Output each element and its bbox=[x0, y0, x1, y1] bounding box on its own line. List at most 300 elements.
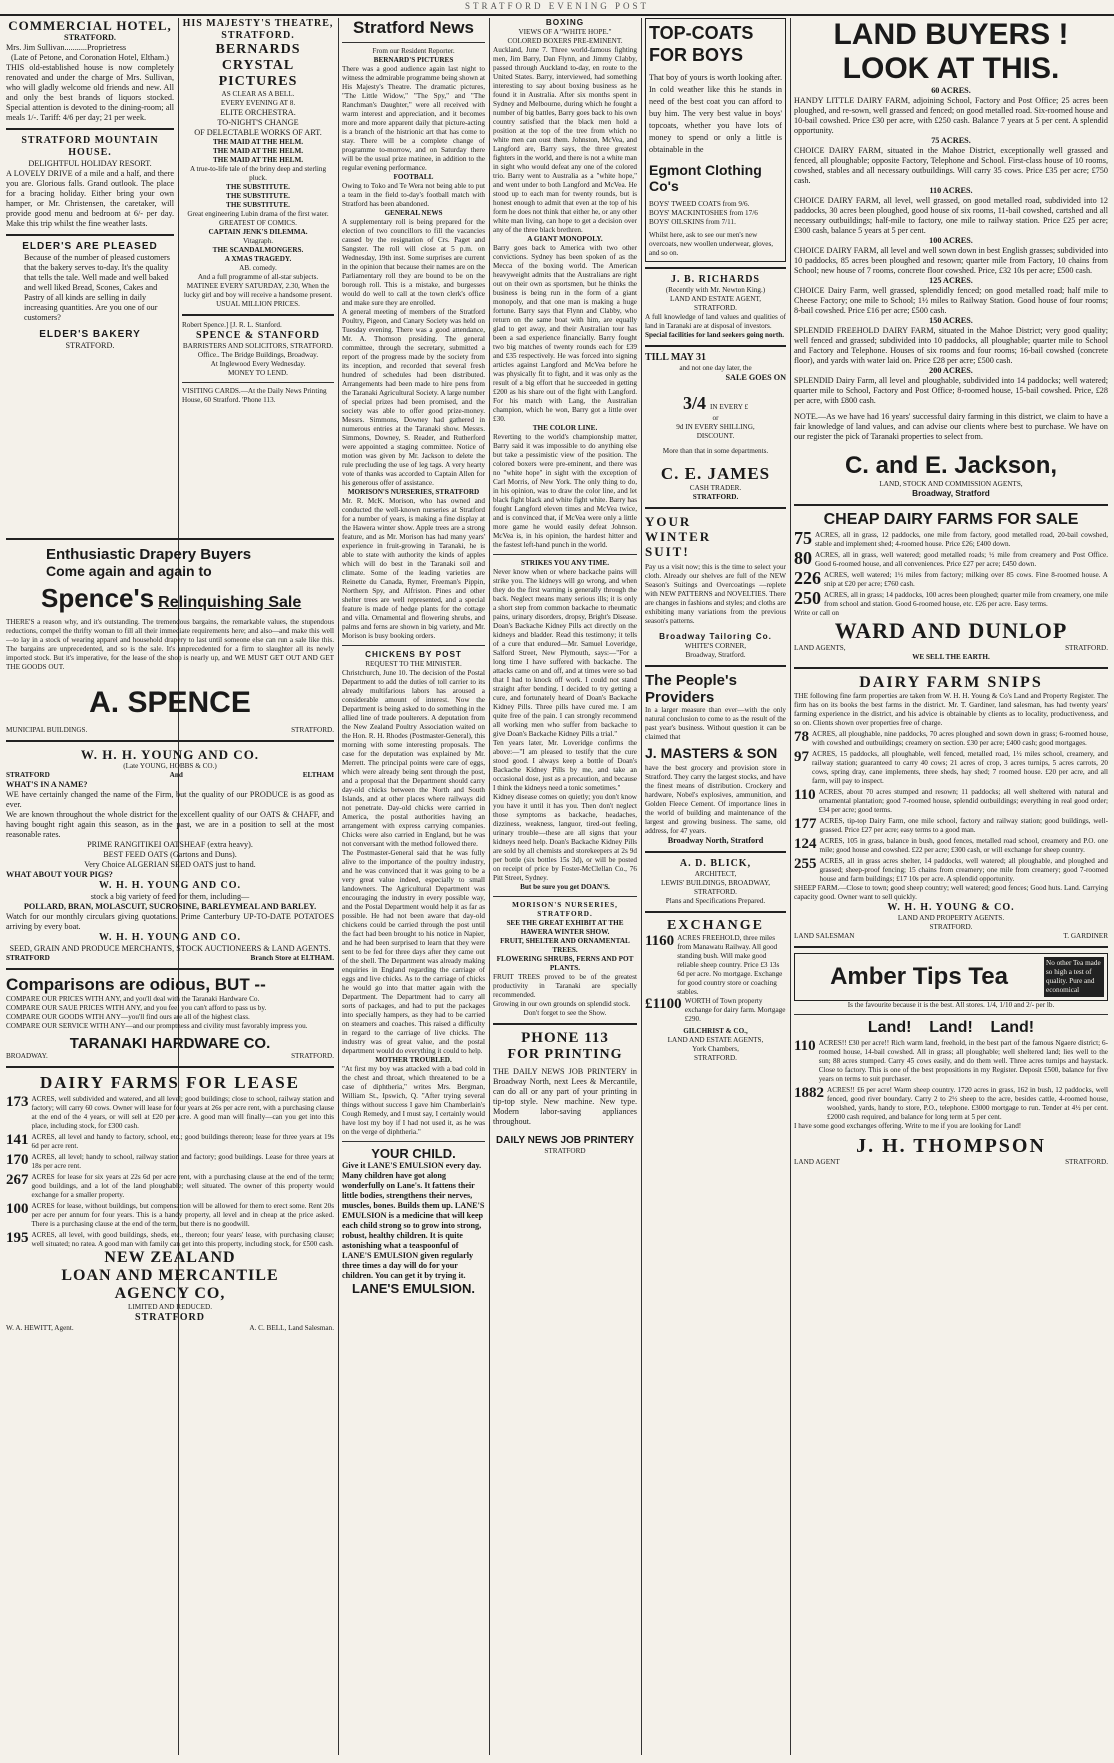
news-title: Stratford News bbox=[353, 18, 474, 37]
blick-town: STRATFORD. bbox=[694, 888, 737, 896]
hardware-title: Comparisons are odious, BUT -- bbox=[6, 975, 266, 994]
land-buyers-title: LOOK AT THIS. bbox=[842, 52, 1060, 85]
item-text: ACRES, all level and handy to factory, school, etc.; good buildings thereon; lease for three years at 19s 6d per acre rent. bbox=[31, 1133, 334, 1150]
thompson-town: STRATFORD. bbox=[1065, 1158, 1108, 1166]
mountain-body: A LOVELY DRIVE of a mile and a half, and there you are. Glorious falls. Grand outlook. The place for a bracing holiday. Either bring your own hamper, or Mr. Christensen, the caretaker, will provide good menu and bedroom at 6/- per day. Make this trip whilst the fine weather lasts. bbox=[6, 169, 174, 228]
snip-list bbox=[794, 730, 1108, 884]
coats-body: That boy of yours is worth looking after. In cold weather like this he stands in need of the best coat you can afford to buy him. The very best value in boys' topcoats, whether you have lots of money to spend or only a little is obtainable in the bbox=[649, 73, 782, 154]
hotel-title: COMMERCIAL HOTEL, bbox=[8, 18, 172, 33]
list-item bbox=[794, 750, 1108, 786]
amber-side: No other Tea made so high a test of quality. Pure and economical bbox=[1044, 957, 1104, 997]
doans-para: Kidney disease comes on quietly; you don't know you have it until it has you. Then don't neglect those symptoms as backache, headaches, dizziness, weakness, languor, tired-out feeling, urinary trouble—these are all signs that your kidneys need help. Doan's Backache Kidney Pills are sold by all chemists and storekeepers at 2s 9d per bottle (six bottles 15s 3d), or will be posted on receipt of price by Foster-McClellan Co., 76 Pitt Street, Sydney. bbox=[493, 793, 637, 882]
morison-title: MORISON'S NURSERIES, STRATFORD. bbox=[512, 901, 618, 918]
blick-name: A. D. BLICK, bbox=[679, 858, 752, 869]
young-item: BEST FEED OATS (Gartons and Duns). bbox=[103, 850, 237, 859]
hardware-line: COMPARE OUR GOODS WITH ANY—you'll find ours are all of the highest class. bbox=[6, 1013, 250, 1021]
masthead: STRATFORD EVENING POST bbox=[0, 0, 1114, 16]
child-body: Give it LANE'S EMULSION every day. Many children have got along wonderfully on Lane's. It fattens their little bodies, strengthens their nerves, muscles, bones. Builds them up. LANE'S EMULSION is a medicine that will keep each child strong so to grow into strong, robust, healthy children. It is quite astonishing what a teaspoonful of LANE'S EMULSION given regularly three times a day will do for your children. You can get it by trying it. bbox=[342, 1161, 485, 1280]
item-text: ACRES, 15 paddocks, all ploughable, well fenced, metalled road, 1½ miles school, creamery, and railway station; guaranteed to carry 40 cows; 21 acres of crop, 3 acres turnips, 5 acres carrots, 20 cows, spring dray, cane implements, three sheds, hay shed; 7 roomed house. £20 per acre, and all farm, will pay to inspect. bbox=[812, 750, 1108, 785]
list-item bbox=[794, 837, 1108, 855]
item-number: 110 bbox=[794, 1038, 816, 1054]
drapery-line2: Come again and again to bbox=[46, 563, 212, 579]
doans-para: Never know when or where backache pains will strike you. The kidneys will go wrong, and when they do the first warning is generally through the back. Neglect means many serious ills; it is only a short step from common backache to rheumatic pains, urinary disorders, dropsy, Bright's Disease. Doan's Backache Kidney Pills act directly on the kidneys and bladder. Read this testimony; it tells of a cure that endured—Mr. Samuel Loveridge, Salford Street, New Plymouth, says:—"For a long time I have suffered with backache. The attacks came on and off, and at times were so bad that I had to knock off work. I could not stand straight after bending. I decided to try getting a cure, and fortunately heard of Doan's Backache Kidney Pills. Three pills have cured me. I am quite free of the pain. I can strongly recommend all working men who suffer from backache to give Doan's Backache Kidney Pills a trial." bbox=[493, 568, 637, 738]
item-text: ACRES, all in grass; 14 paddocks, 100 acres been ploughed; quarter mile from creamery, one mile from school and station. Good 6-roomed house, etc. £26 per acre. Easy terms. bbox=[824, 591, 1108, 608]
item-number: 100 bbox=[6, 1201, 29, 1217]
dairy-lease-list bbox=[6, 1095, 334, 1249]
gil-ch: York Chambers, bbox=[692, 1045, 739, 1053]
richards-body: A full knowledge of land values and qualities of land in Taranaki are at disposal of investors. bbox=[645, 313, 786, 330]
drapery-body: THERE'S a reason why, and it's outstanding. The tremendous bargains, the remarkable values, the stupendous reductions, compel the thrifty woman to fill all their immediate requirements here; and also—and make this well—to lay in a stock of wearing apparel and household drapery to last until someone else can run a sale like this. The bargains are unprecedented, and so is the sale. It's unprecedented for a firm to slaughter all its newly imported stock. But it's imperative, for the lease of the shop is nearly up, and WE MUST GET OUT AND GET THE GOODS OUT. bbox=[6, 618, 334, 671]
theatre-matinee: MATINEE EVERY SATURDAY, 2.30, When the lucky girl and boy will receive a handsome present. bbox=[183, 282, 333, 299]
item-number: 80 bbox=[794, 548, 812, 568]
item-text: ACRES, well subdivided and watered, and all level; good buildings; close to school, railway station and factory; will carry 60 cows. Owner will lease for four years at 26s per acre rent, with a purchasing clause at the end of the 4 years, or will sell at £20 per acre. A good man will finally—can you get into this place, including stock, for £300 cash. bbox=[31, 1095, 334, 1130]
cheap-write: Write or call on bbox=[794, 609, 840, 617]
boxing-title: BOXING bbox=[545, 18, 585, 27]
snips-title: DAIRY FARM SNIPS bbox=[859, 674, 1043, 691]
list-item bbox=[794, 548, 1108, 569]
farm-note: NOTE.—As we have had 16 years' successful dairy farming in this district, we claim to have a fair knowledge of land values, and can advise our clients where best to purchase. We have on our register the pick of Taranaki properties to select from. bbox=[794, 412, 1108, 441]
theatre-full: And a full programme of all-star subjects. bbox=[197, 273, 319, 281]
hardware-line: COMPARE OUR PRICES WITH ANY, and you'll deal with the Taranaki Hardware Co. bbox=[6, 995, 260, 1003]
lease-agent: A. C. BELL, Land Salesman. bbox=[249, 1324, 334, 1332]
young-title: W. H. H. YOUNG AND CO. bbox=[98, 932, 242, 943]
discount-every: IN EVERY £ bbox=[709, 403, 749, 411]
till-title: TILL MAY 31 bbox=[645, 352, 706, 363]
divider bbox=[794, 667, 1108, 669]
snips-sales: LAND SALESMAN bbox=[794, 932, 855, 940]
hotel-place: STRATFORD. bbox=[64, 33, 116, 42]
item-text: ACRES!! £30 per acre!! Rich warm land, freehold, in the best part of the famous Ngaere district; 6-roomed house, 14-bail cowshed. All in grass; all ploughable; well sheltered land; lies well to the sun; 88 acres stumped. Carry 45 cows easily, and do them well. Three acres turnips and haystack. Close to factory. This is one of the best propositions in my Register. Deposit £500, balance for five years on terms to suit purchaser. bbox=[818, 1039, 1108, 1083]
list-item bbox=[794, 857, 1108, 884]
young-title: W. H. H. YOUNG AND CO. bbox=[98, 880, 242, 891]
list-item bbox=[794, 788, 1108, 815]
boxing-heading: A GIANT MONOPOLY. bbox=[527, 235, 603, 243]
item-number: 177 bbox=[794, 816, 817, 832]
morison-line: Growing in our own grounds on splendid stock. bbox=[493, 1000, 631, 1008]
thompson-name: J. H. THOMPSON bbox=[856, 1135, 1046, 1157]
hardware-line: COMPARE OUR SERVICE WITH ANY—and our promptness and civility must favorably impress you. bbox=[6, 1022, 308, 1030]
farm-text: CHOICE DAIRY FARM, situated in the Mahoe District, exceptionally well grassed and fenced, all ploughable; opposite Factory, Telephone and School. First-class house of 10 rooms, cowshed, stables and all necessary outbuildings. Will carry 35 cows. Price £35 per acre; £750 cash. bbox=[794, 146, 1108, 185]
boxing-para: Barry goes back to America with two other convictions. Sydney has been spoken of as the Mecca of the boxing world. The American heavyweight admits that the Australians are right out on their own as sportsmen, but he thinks the business is being run in the form of a giant monopoly, and that one man is making a huge fortune. Barry says that Flynn and Clabby, who return on the same boat with him, are equally glad to get away, and their Australian tour has been a sad experience financially. Barry fought two big matches of twenty rounds each for £39 and £35 respectively. He was forced into signing articles against Langford and McVea before he was physically fit to fight, and it was only as the result of a big effort that he succeeded in getting £200 as his share out of the fight with Langford. For his match with Lang, the Australian champion, which he won, Barry got a little over £30. bbox=[493, 244, 637, 423]
exchange-num: 1160 bbox=[645, 933, 675, 949]
column-rule bbox=[641, 18, 642, 1755]
divider bbox=[182, 382, 334, 383]
news-heading: MORISON'S NURSERIES, STRATFORD bbox=[347, 488, 480, 496]
theatre-xmas: A XMAS TRAGEDY. bbox=[224, 255, 292, 263]
blick-bldg: LEWIS' BUILDINGS, BROADWAY, bbox=[660, 879, 771, 887]
item-number: 173 bbox=[6, 1094, 29, 1110]
farm-text: SPLENDID Dairy Farm, all level and ploughable, subdivided into 14 paddocks; well watered; quarter mile to School, Factory and Post Office; 8-roomed house, 15-bail cowshed. Price, £28 per acre, with £800 cash. bbox=[794, 376, 1108, 405]
egmont-name: Egmont Clothing Co's bbox=[649, 162, 762, 194]
item-text: ACRES, all in grass, 12 paddocks, one mile from factory, good metalled road, 20-bail cowshed, stable and implement shed; 4-roomed house. Price £26; £400 down. bbox=[815, 531, 1108, 548]
divider bbox=[342, 1141, 485, 1142]
ward-slogan: WE SELL THE EARTH. bbox=[912, 653, 990, 661]
discount-or: or bbox=[712, 414, 719, 422]
drapery-sale: Relinquishing Sale bbox=[158, 594, 302, 611]
james-name: C. E. JAMES bbox=[660, 464, 771, 483]
news-heading: BERNARD'S PICTURES bbox=[373, 56, 454, 64]
exchange-item bbox=[645, 997, 786, 1024]
news-para: The Postmaster-General said that he was fully alive to the importance of the poultry industry, and he was convinced that it was going to be a very great value indeed, especially to small landowners. The Agricultural Department was encouraging the industry in every possible way, and the Postal Department would help it as far as possible. He had not been aware that day-old chickens could be carried through the post until the fact had been brought to his notice in Napier, and he had been surprised to learn that they were sent to be fed for three days after they came out of the shell. The Department was already making enquiries in England regarding the carriage of eggs and live chicks. As to the carriage of chicks he would go into that matter again with the Department. The Department had to carry all sorts of packages, and had to put the packages into specially hampers, as they had to be carried on steamers and coaches. This raised a difficulty in regard to the carriage of live chicks. The industry was of great value, and the postal department would do everything it could to help. bbox=[342, 849, 485, 1055]
theatre-bernards: BERNARDS bbox=[215, 42, 301, 57]
law-money: MONEY TO LEND. bbox=[228, 369, 288, 377]
coats-title: TOP-COATS bbox=[649, 23, 754, 43]
divider bbox=[645, 345, 786, 347]
theatre-maid: THE MAID AT THE HELM. bbox=[212, 156, 304, 164]
divider bbox=[794, 504, 1108, 506]
divider bbox=[182, 314, 334, 316]
gil-name: GILCHRIST & CO., bbox=[683, 1027, 748, 1035]
gil-role: LAND AND ESTATE AGENTS, bbox=[667, 1036, 764, 1044]
young-foot: STRATFORD bbox=[6, 954, 50, 962]
farm-text: CHOICE DAIRY FARM, all level, well grassed, on good metalled road, subdivided into 12 paddocks, 30 acres been ploughed, good house of six rooms, 11-bail cowshed, cartshed and all necessary outbuildings; half-mile to factory, one mile to railway station. Price £25 per acre; £300 cash, balance 5 years at 5 per cent. bbox=[794, 196, 1108, 235]
divider bbox=[645, 665, 786, 667]
winter-body: Pay us a visit now; this is the time to select your cloth. Already our shelves are full of the NEW Season's Suitings and Overcoatings —replete with NEW PATTERNS and NOVELTIES. There are changes in fashions and styles; and cloths are exhibiting many variations from the previous season's patterns. bbox=[645, 563, 786, 625]
drapery-ad bbox=[6, 538, 334, 735]
tailor-corner: WHITE'S CORNER, bbox=[684, 642, 747, 650]
phone-sub: FOR PRINTING bbox=[507, 1047, 623, 1062]
item-number: 124 bbox=[794, 836, 817, 852]
young-seed: SEED, GRAIN AND PRODUCE MERCHANTS, STOCK AUCTIONEERS & LAND AGENTS. bbox=[9, 944, 331, 953]
doans-para: But be sure you get DOAN'S. bbox=[520, 883, 610, 891]
divider bbox=[342, 645, 485, 646]
morison-line: FLOWERING SHRUBS, FERNS AND POT PLANTS. bbox=[496, 955, 634, 972]
exchange-title: EXCHANGE bbox=[667, 918, 764, 933]
farm-heading: 150 ACRES. bbox=[929, 316, 973, 325]
land-foot: I have some good exchanges offering. Write to me if you are looking for Land! bbox=[794, 1122, 1022, 1130]
mountain-sub: DELIGHTFUL HOLIDAY RESORT. bbox=[28, 159, 152, 168]
thompson-role: LAND AGENT bbox=[794, 1158, 840, 1166]
drapery-left: MUNICIPAL BUILDINGS. bbox=[6, 726, 88, 734]
cheap-title: CHEAP DAIRY FARMS FOR SALE bbox=[823, 511, 1079, 528]
ward-role: LAND AGENTS, bbox=[794, 644, 846, 652]
james-town: STRATFORD. bbox=[692, 493, 739, 501]
theatre-tonight: TO-NIGHT'S CHANGE bbox=[217, 118, 299, 127]
providers-title: The People's Providers bbox=[645, 672, 737, 706]
young-place: ELTHAM bbox=[302, 771, 334, 779]
land-buyers-title: LAND BUYERS ! bbox=[833, 18, 1069, 51]
providers-body: In a larger measure than ever—with the only natural conclusion to come to as the result of the past year's business. Without question it can be claimed that bbox=[645, 706, 786, 741]
item-number: 97 bbox=[794, 749, 809, 765]
jackson-role: LAND, STOCK AND COMMISSION AGENTS, bbox=[879, 480, 1023, 488]
drapery-right: STRATFORD. bbox=[291, 726, 334, 734]
list-item bbox=[6, 1133, 334, 1151]
news-heading: MOTHER TROUBLED. bbox=[375, 1056, 452, 1064]
farm-heading: 110 ACRES. bbox=[929, 186, 973, 195]
theatre-tale: A true-to-life tale of the briny deep and sterling pluck. bbox=[189, 165, 327, 182]
item-number: 170 bbox=[6, 1152, 29, 1168]
boxing-para: Auckland, June 7. Three world-famous fighting men, Jim Barry, Dan Flynn, and Jimmy Clabby, passed through Auckland to-day, en route to the United States. Barry, interviewed, had something interesting to say about boxing business as he found it in Australia. After six months spent in Sydney and Melbourne, during which he fought a number of big battles, Barry goes back to his own country satisfied that the black men hold a position at the top of the tree from which no white men can oust them. Johnston, McVea, and Langford are, Barry says, the three greatest fighters in the world, and there is not a white man in sight who would defeat any one of the colored trio. Barry went to Australia as a "white hope," and went under to both Langford and McVea. He stood up to each man for twenty rounds, but is honest enough to admit that even at the top of his form he does not think that either he, or any other white man living, can hope to get a decision over any of the three black brethren. bbox=[493, 46, 637, 234]
richards-role: LAND AND ESTATE AGENT, bbox=[669, 295, 762, 303]
theatre-elite: ELITE ORCHESTRA. bbox=[220, 108, 296, 117]
hotel-proprietor: Mrs. Jim Sullivan...........Proprietress bbox=[6, 43, 127, 52]
law-names: Robert Spence.] [J. R. L. Stanford. bbox=[182, 321, 282, 329]
theatre-every: EVERY EVENING AT 8. bbox=[220, 99, 296, 107]
winter-title: YOUR bbox=[645, 514, 692, 529]
young-item: PRIME RANGITIKEI OATSHEAF (extra heavy). bbox=[87, 840, 253, 849]
discount-more: More than that in some departments. bbox=[662, 447, 769, 455]
phone-title: PHONE 113 bbox=[521, 1030, 609, 1046]
theatre-clear: AS CLEAR AS A BELL. bbox=[221, 90, 295, 98]
young-pigs: WHAT ABOUT YOUR PIGS? bbox=[6, 870, 113, 879]
snips-sheep: SHEEP FARM.—Close to town; good sheep country; well watered; good fences; Good huts. Land. Carrying capacity good. Owner want to sell quickly. bbox=[794, 884, 1108, 901]
bakery-title: ELDER'S ARE PLEASED bbox=[22, 241, 158, 252]
drapery-line1: Enthusiastic Drapery Buyers bbox=[46, 546, 252, 563]
child-name: LANE'S EMULSION. bbox=[352, 1281, 475, 1296]
column-3 bbox=[493, 18, 637, 1755]
blick-role: ARCHITECT, bbox=[694, 870, 737, 878]
news-heading: FOOTBALL bbox=[393, 173, 434, 181]
young-body: We are known throughout the whole district for the excellent quality of our OATS & CHAFF, and having bought right again this season, as in the past, we are in a position to sell at the most reasonable rates. bbox=[6, 810, 334, 839]
coats-item: BOYS' MACKINTOSHES from 17/6 bbox=[649, 209, 758, 217]
lease-ltd: LIMITED AND REDUCED. bbox=[127, 1303, 213, 1311]
jackson-town: Broadway, Stratford bbox=[912, 489, 990, 498]
list-item bbox=[6, 1202, 334, 1229]
gil-town: STRATFORD. bbox=[694, 1054, 737, 1062]
phone-name: DAILY NEWS JOB PRINTERY bbox=[496, 1135, 634, 1146]
theatre-comedy: GREATEST OF COMICS. bbox=[219, 219, 297, 227]
column-rule bbox=[489, 18, 490, 1755]
divider bbox=[794, 1014, 1108, 1015]
item-text: ACRES, all level; handy to school, railway station and factory; good buildings. Lease for three years at 18s per acre rent. bbox=[31, 1153, 334, 1170]
discount-shilling: 9d IN EVERY SHILLING, bbox=[676, 423, 755, 431]
providers-broadway: Broadway North, Stratford bbox=[667, 836, 764, 845]
richards-late: (Recently with Mr. Newton King.) bbox=[665, 286, 766, 294]
till-sub: and not one day later, the bbox=[679, 364, 752, 372]
young-title: W. H. H. YOUNG AND CO. bbox=[80, 747, 260, 762]
young-body: WE have certainly changed the name of the Firm, but the quality of our PRODUCE is as good as ever. bbox=[6, 790, 334, 809]
item-text: ACRES, 105 in grass, balance in bush, good fences, metalled road school, creamery and P.O. one mile; good house and cowshed. £22 per acre; £300 cash, or will exchange for sheep country. bbox=[819, 837, 1108, 854]
news-para: "At first my boy was attacked with a bad cold in the chest and throat, which threatened to be a case of diphtheria," writes Mrs. Bergman, William St., Ipswich, Q. "After trying several things without success I gave him Chamberlain's Cough Remedy, and I must say, I certainly would have lost my boy if I had not used it, as he was on the verge of diphtheria." bbox=[342, 1065, 485, 1136]
coats-whilst: Whilst here, ask to see our men's new overcoats, new woollen underwear, gloves, and so on. bbox=[649, 231, 774, 257]
dairy-lease-ad bbox=[6, 1073, 334, 1333]
item-text: ACRES, all in grass, well watered; good metalled roads; ½ mile from creamery and Post Office. Good 6-roomed house, and all conveniences. Price £27 per acre; £450 down. bbox=[815, 551, 1108, 568]
item-number: 141 bbox=[6, 1132, 29, 1148]
child-title: YOUR CHILD. bbox=[371, 1146, 456, 1161]
tailor-name: Broadway Tailoring Co. bbox=[659, 632, 772, 641]
column-4 bbox=[645, 18, 786, 1755]
snips-young-role: LAND AND PROPERTY AGENTS. bbox=[897, 914, 1005, 922]
item-text: ACRES, all in grass acres shelter, 14 paddocks, well watered; all ploughable, and ploughed and grassed; sheep-proof fencing; 15 chains from creamery; one mile from creamery; good 7-roomed house and farm buildings; £17 10s per acre. A splendid opportunity. bbox=[819, 857, 1108, 883]
winter-title: WINTER bbox=[645, 529, 712, 544]
phone-body: THE DAILY NEWS JOB PRINTERY in Broadway North, next Lees & Mercantile, can do all or any part of your printing in tip-top style. New machine. New type. Modern labor-saving appliances throughout. bbox=[493, 1067, 637, 1126]
theatre-substitute: THE SUBSTITUTE. bbox=[226, 183, 290, 191]
item-text: ACRES for lease for six years at 22s 6d per acre rent, with a purchasing clause at the end of the term; good buildings, and a lot of the land ploughable; well situated. The owner of this property would exchange for a smaller property. bbox=[31, 1173, 334, 1199]
list-item bbox=[6, 1153, 334, 1171]
news-para: A supplementary roll is being prepared for the election of two councillors to fill the vacancies caused by the resignation of Crs. Paget and Sangster. The roll will close at 5 p.m. on Wednesday, 19th inst. Some surprises are current in the opinion that because their names are on the Parliamentary roll they are bound to be on the borough roll. This is a mistake, and burgesses would do well to call at the town clerk's office and make sure they are enrolled. bbox=[342, 218, 485, 307]
divider bbox=[342, 42, 485, 43]
farm-heading: 200 ACRES. bbox=[929, 366, 973, 375]
divider bbox=[6, 968, 334, 970]
dairy-lease-title: DAIRY FARMS FOR LEASE bbox=[39, 1073, 301, 1092]
list-item bbox=[794, 1039, 1108, 1084]
doans-para: Ten years later, Mr. Loveridge confirms the above:—"I am pleased to testify that the cure stood good. I always keep a bottle of Doan's Backache Kidney Pills by me, and take an occasional dose, just as a precaution, and because I think the kidneys need a tonic sometimes." bbox=[493, 739, 637, 792]
theatre-vita: Vitagraph. bbox=[242, 237, 274, 245]
james-cash: CASH TRADER. bbox=[689, 484, 742, 492]
list-item bbox=[794, 588, 1108, 609]
item-number: 110 bbox=[794, 787, 816, 803]
visiting-cards: VISITING CARDS.—At the Daily News Printing House, 60 Stratford. 'Phone 113. bbox=[182, 387, 327, 404]
blick-plans: Plans and Specifications Prepared. bbox=[665, 897, 766, 905]
news-subheading: REQUEST TO THE MINISTER. bbox=[365, 660, 462, 668]
theatre-captain: CAPTAIN JENK'S DILEMMA. bbox=[208, 228, 308, 236]
drapery-name: A. SPENCE bbox=[89, 686, 251, 719]
divider bbox=[645, 911, 786, 913]
phone-town: STRATFORD bbox=[544, 1147, 586, 1155]
column-1-lower bbox=[6, 538, 334, 1755]
divider bbox=[493, 554, 637, 555]
farm-text: CHOICE Dairy Farm, well grassed, splendidly fenced; on good metalled road; half mile to Cheese Factory; one mile to School; 1½ miles to Railway Station. Good house of four rooms; 8-bail cowshed. Price £16 per acre; £500 cash. bbox=[794, 286, 1108, 315]
boxing-para: Reverting to the world's championship matter, Barry said it was impossible to do anything else but take a pessimistic view of the position. The colored boxers were pre-eminent, and there was no "white hope" in sight with the exception of Carl Morris, of New York. The only thing to do, in his opinion, was to draw the color line, and let black fight black and white fight white. Barry has fought Langford eleven times and McVea twice, and is convinced that, if McVea were only a little more game he would easily defeat Johnson. McVea is, in his opinion, the hardest hitter and the fastest left-hand punch in the world. bbox=[493, 433, 637, 549]
news-heading: GENERAL NEWS bbox=[384, 209, 443, 217]
richards-foot: Special facilities for land seekers going north. bbox=[645, 331, 785, 339]
young-place: STRATFORD bbox=[6, 771, 50, 779]
list-item bbox=[794, 1086, 1108, 1122]
boxing-sub: COLORED BOXERS PRE-EMINENT. bbox=[507, 37, 623, 45]
theatre-maid: THE MAID AT THE HELM. bbox=[212, 138, 304, 146]
amber-ad bbox=[794, 953, 1108, 1001]
farm-list bbox=[794, 86, 1108, 406]
column-1a bbox=[6, 18, 174, 533]
young-watch: Watch for our monthly circulars giving quotations. Prime Canterbury UP-TO-DATE POTATOES arriving by every boat. bbox=[6, 912, 334, 931]
lease-co: NEW ZEALAND bbox=[104, 1249, 236, 1266]
farm-text: CHOICE DAIRY FARM, all level and well sown down in best English grasses; subdivided into 10 paddocks, 85 acres been ploughed and resown; quarter mile from Factory, 10 chains from School; new house of 7 rooms, concrete floor cowshed. Price, £32 10s per acre; £500 cash. bbox=[794, 246, 1108, 275]
discount-fraction: 3/4 bbox=[682, 393, 706, 413]
divider bbox=[6, 128, 174, 130]
item-text: ACRES, all level, with good buildings, sheds, etc., thereon; four years' lease, with purchasing clause; well situated; no ratea. A good man with family can get into this property, including stock, for £500 cash. bbox=[31, 1231, 334, 1248]
divider bbox=[645, 507, 786, 509]
farm-heading: 125 ACRES. bbox=[929, 276, 973, 285]
divider bbox=[645, 851, 786, 853]
item-text: ACRES!! £6 per acre! Warm sheep country. 1720 acres in grass, 162 in bush, 12 paddocks, well fenced, good river boundary. Carry 2 to 2½ sheep to the acre, besides cattle, 4-roomed house, woolshed, yards, handy to store, P.O., telephone. £3000 mortgage to run. Tender at 4½ per cent. £2000 cash required, and balance for long term at 5 per cent. bbox=[827, 1086, 1108, 1121]
bakery-body: Because of the number of pleased customers that the bakery serves to-day. It's the quality that tells the tale. Well made and well baked and well liked Bread, Scones, Cakes and Pastry of all kinds are selling in daily increasing quantities. Are you one of our customers? bbox=[24, 253, 170, 322]
item-text: ACRES, tip-top Dairy Farm, one mile school, factory and railway station; good buildings, well-grassed. Price £27 per acre; easy terms to a good man. bbox=[819, 817, 1108, 834]
farm-text: HANDY LITTLE DAIRY FARM, adjoining School, Factory and Post Office; 25 acres been ploughed, and re-sown, well grassed and fenced; on good metalled road. Six-roomed house and 10-bail cowshed. Price £30 per acre, with £250 cash. Balance 7 years at 5 per cent. A splendid opportunity. bbox=[794, 96, 1108, 135]
bakery-place: STRATFORD. bbox=[65, 341, 115, 350]
morison-line: FRUIT TREES proved to be of the greatest productivity in Taranaki are specially recommended. bbox=[493, 973, 637, 999]
hardware-name: TARANAKI HARDWARE CO. bbox=[69, 1035, 271, 1052]
boxing-heading: THE COLOR LINE. bbox=[532, 424, 598, 432]
item-number: 75 bbox=[794, 528, 812, 548]
snips-young: W. H. H. YOUNG & CO. bbox=[887, 902, 1015, 913]
news-heading: CHICKENS BY POST bbox=[365, 650, 462, 659]
column-5 bbox=[794, 18, 1108, 1755]
divider bbox=[645, 267, 786, 269]
exchange-text: ACRES FREEHOLD, three miles from Manawatu Railway. All good standing bush. Will make good reliable sheep country. Price £3 13s 6d per acre. No mortgage. Exchange for good country store or coaching stables. bbox=[677, 934, 783, 996]
divider bbox=[493, 896, 637, 897]
theatre-works: OF DELECTABLE WORKS OF ART. bbox=[194, 128, 322, 137]
theatre-prices: USUAL MILLION PRICES. bbox=[216, 300, 300, 308]
hardware-line: COMPARE OUR SAUE PRICES WITH ANY, and you feel you can't afford to pass us by. bbox=[6, 1004, 267, 1012]
law-office: Office.. The Bridge Buildings, Broadway. bbox=[197, 351, 319, 359]
land-cry: Land! Land! Land! bbox=[867, 1019, 1035, 1036]
theatre-substitute: THE SUBSTITUTE. bbox=[226, 201, 290, 209]
news-para: Christchurch, June 10. The decision of the Postal Department to add the duties of toll carrier to its already multifarious labors has aroused a considerable amount of interest. Now the Department is being asked to do something in the allied line of trade poulterers. A deputation from the New Zealand Poultry Association waited on the Hon. R. H. Rhodes (Postmaster-General), this morning with some interesting proposals. The case for the deputation was explained by Mr. Merrett. The principal points were care of eggs, which were already being sent through the post, and a proposal that the Department should carry day-old chicks between the North and South Islands, and at other places where railways did not penetrate. Day-old chicks were carried in America, the postal authorities having an arrangement with express carrying companies. Chicks were also carried in England, but he was not conversant with the method followed there. bbox=[342, 669, 485, 848]
snips-intro: THE following fine farm properties are taken from W. H. H. Young & Co's Land and Property Register. The firm has on its books the best farms in the district. Mr. T. Gardiner, land salesman, has had twenty years' farming experience in the district, and his advice is obtainable by clients as to locality, productiveness, and so on. Clients shown over properties free of charge. bbox=[794, 692, 1108, 727]
morison-line: FRUIT, SHELTER AND ORNAMENTAL TREES. bbox=[500, 937, 630, 954]
providers-body: have the best grocery and provision store in Stratford. They carry the largest stocks, and have the finest means of distribution. Crockery and hardware, Nobel's explosives, ammunition, and Golden Fleece Cement. Of importance lines in the world of building and maintenance of the largest and growing business. The same, old address, for 47 years. bbox=[645, 764, 786, 835]
till-sale: SALE GOES ON bbox=[725, 373, 786, 382]
young-late: (Late YOUNG, HOBBS & CO.) bbox=[123, 762, 217, 770]
hotel-body: THIS old-established house is now completely renovated and under the charge of Mrs. Sullivan, who will gladly welcome old friends and new. All and only the best brands of liquors stocked. Special attention is devoted to the dining-room; all meals 1/-. Tariff: 4/6 per day; 21 per week. bbox=[6, 63, 174, 122]
list-item bbox=[794, 730, 1108, 748]
item-number: 255 bbox=[794, 856, 817, 872]
item-number: 226 bbox=[794, 568, 821, 588]
mountain-title: STRATFORD MOUNTAIN HOUSE. bbox=[21, 135, 159, 158]
theatre-substitute: THE SUBSTITUTE. bbox=[226, 192, 290, 200]
item-text: ACRES, well watered; 1½ miles from factory; milking over 85 cows. Fine 8-roomed house. A snip at £20 per acre; £760 cash. bbox=[824, 571, 1108, 588]
item-text: ACRES for lease, without buildings, but compensation will be allowed for them to erect some. Rent 20s per acre per annum for four years. This is a handy property, all level and in cheap at the price asked. There is a purchasing clause at the end of the term, but there is no goodwill. bbox=[31, 1202, 334, 1228]
morison-line: Don't forget to see the Show. bbox=[523, 1009, 607, 1017]
news-para: Owing to Toko and Te Wera not being able to put a team in the field to-day's football match with Stratford has been abandoned. bbox=[342, 182, 485, 208]
young-item: Very Choice ALGERIAN SEED OATS just to hand. bbox=[84, 860, 256, 869]
lease-town: STRATFORD bbox=[135, 1312, 205, 1323]
law-firm: SPENCE & STANFORD bbox=[195, 330, 321, 341]
young-feeds: POLLARD, BRAN, MOLASCUIT, SUCROSINE, BARLEYMEAL AND BARLEY. bbox=[23, 902, 317, 911]
lease-co: LOAN AND MERCANTILE bbox=[61, 1267, 279, 1284]
drapery-spence: Spence's bbox=[41, 583, 155, 613]
topcoats-ad bbox=[645, 18, 786, 262]
masters-name: J. MASTERS & SON bbox=[645, 745, 778, 761]
ward-name: WARD AND DUNLOP bbox=[834, 618, 1068, 643]
item-text: ACRES, about 70 acres stumped and resown; 11 paddocks; all well sheltered with natural and ornamental plantation; good 7-roomed house, splendid outbuildings; everything in real good order; £34 per acre; good terms. bbox=[818, 788, 1108, 814]
theatre-title: HIS MAJESTY'S THEATRE, STRATFORD. bbox=[182, 18, 334, 41]
divider bbox=[493, 1023, 637, 1025]
item-number: 195 bbox=[6, 1230, 29, 1246]
amber-foot: Is the favourite because it is the best. All stores. 1/4, 1/10 and 2/- per lb. bbox=[847, 1001, 1055, 1009]
news-para: Mr. R. McK. Morison, who has owned and conducted the well-known nurseries at Stratford for a number of years, is making a fine display at the Hawera winter show. Apple trees are a strong feature, and as Mr. Morison has had many years' experience in fruit-growing in Taranaki, he is able to state with authority the kinds of apples which will do best in the Taranaki soil and climate. Some of the leading varieties are Reinette du Canada, Rymer, Freeman's Pippin, Northern Spy, and Alfriston. Pines and other shelter trees are well represented, and a special feature is made of hedge plants for the cottage and villa. Ornamental and flowering shrubs, and palms and ferns are shown in big variety, and Mr. Morison is busy booking orders. bbox=[342, 497, 485, 640]
ward-town: STRATFORD. bbox=[1065, 644, 1108, 652]
young-question: WHAT'S IN A NAME? bbox=[6, 780, 88, 789]
young-foot: Branch Store at ELTHAM. bbox=[250, 954, 334, 962]
richards-town: STRATFORD. bbox=[694, 304, 737, 312]
news-from: From our Resident Reporter. bbox=[372, 47, 455, 55]
richards-name: J. B. RICHARDS bbox=[670, 274, 760, 285]
lease-co: AGENCY CO, bbox=[114, 1285, 226, 1302]
theatre-crystal: CRYSTAL PICTURES bbox=[218, 58, 298, 89]
list-item bbox=[794, 817, 1108, 835]
divider bbox=[6, 1066, 334, 1068]
farm-heading: 100 ACRES. bbox=[929, 236, 973, 245]
theatre-great: Great engineering Lubin drama of the first water. bbox=[187, 210, 329, 218]
amber-title: Amber Tips Tea bbox=[830, 963, 1008, 990]
column-2 bbox=[342, 18, 485, 1755]
list-item bbox=[6, 1173, 334, 1200]
jackson-name: C. and E. Jackson, bbox=[844, 452, 1058, 479]
item-number: 250 bbox=[794, 588, 821, 608]
hardware-town: STRATFORD. bbox=[291, 1052, 334, 1060]
item-number: 267 bbox=[6, 1172, 29, 1188]
doans-heading: STRIKES YOU ANY TIME. bbox=[521, 559, 609, 567]
exchange-text: WORTH of Town property exchange for dairy farm. Mortgage £290. bbox=[684, 997, 786, 1023]
list-item bbox=[794, 568, 1108, 589]
coats-item: BOYS' OILSKINS from 7/11. bbox=[649, 218, 736, 226]
item-number: 1882 bbox=[794, 1085, 824, 1101]
divider bbox=[6, 740, 334, 742]
hotel-late: (Late of Petone, and Coronation Hotel, Eltham.) bbox=[10, 53, 170, 62]
theatre-scandal: THE SCANDALMONGERS. bbox=[212, 246, 304, 254]
item-number: 78 bbox=[794, 729, 809, 745]
news-para: A general meeting of members of the Stratford Poultry, Pigeon, and Canary Society was held on Tuesday evening. There was a good attendance, Mr. A. Thomson presiding. The general committee, through the secretary, submitted a report of the progress made by the society from its inception, and recorded that several fresh hundred of schedules had been distributed. Arrangements had been made to hire pens from the Taranaki Agricultural Society. A large number of special prizes had been promised, and the society was able to offer good prize-money. Messrs. Simmons, Downey had gathered in numerous entries at the Taranaki show. Messrs. Simmons, Downey, S. Reader, and Rutherford were appointed a staging committee. Notice of motion was given by Mr. Jackson to delete the rule precluding the use of leg tags. A very hearty vote of thanks was accorded to Captain Allen for his generous offer of assistance. bbox=[342, 308, 485, 487]
column-1b bbox=[182, 18, 334, 533]
bakery-name: ELDER'S BAKERY bbox=[39, 329, 141, 340]
young-ad bbox=[6, 747, 334, 963]
exchange-num: £1100 bbox=[645, 996, 682, 1012]
column-rule bbox=[790, 18, 791, 1755]
list-item bbox=[794, 528, 1108, 549]
discount-word: DISCOUNT. bbox=[696, 432, 735, 440]
young-and: And bbox=[169, 771, 183, 779]
